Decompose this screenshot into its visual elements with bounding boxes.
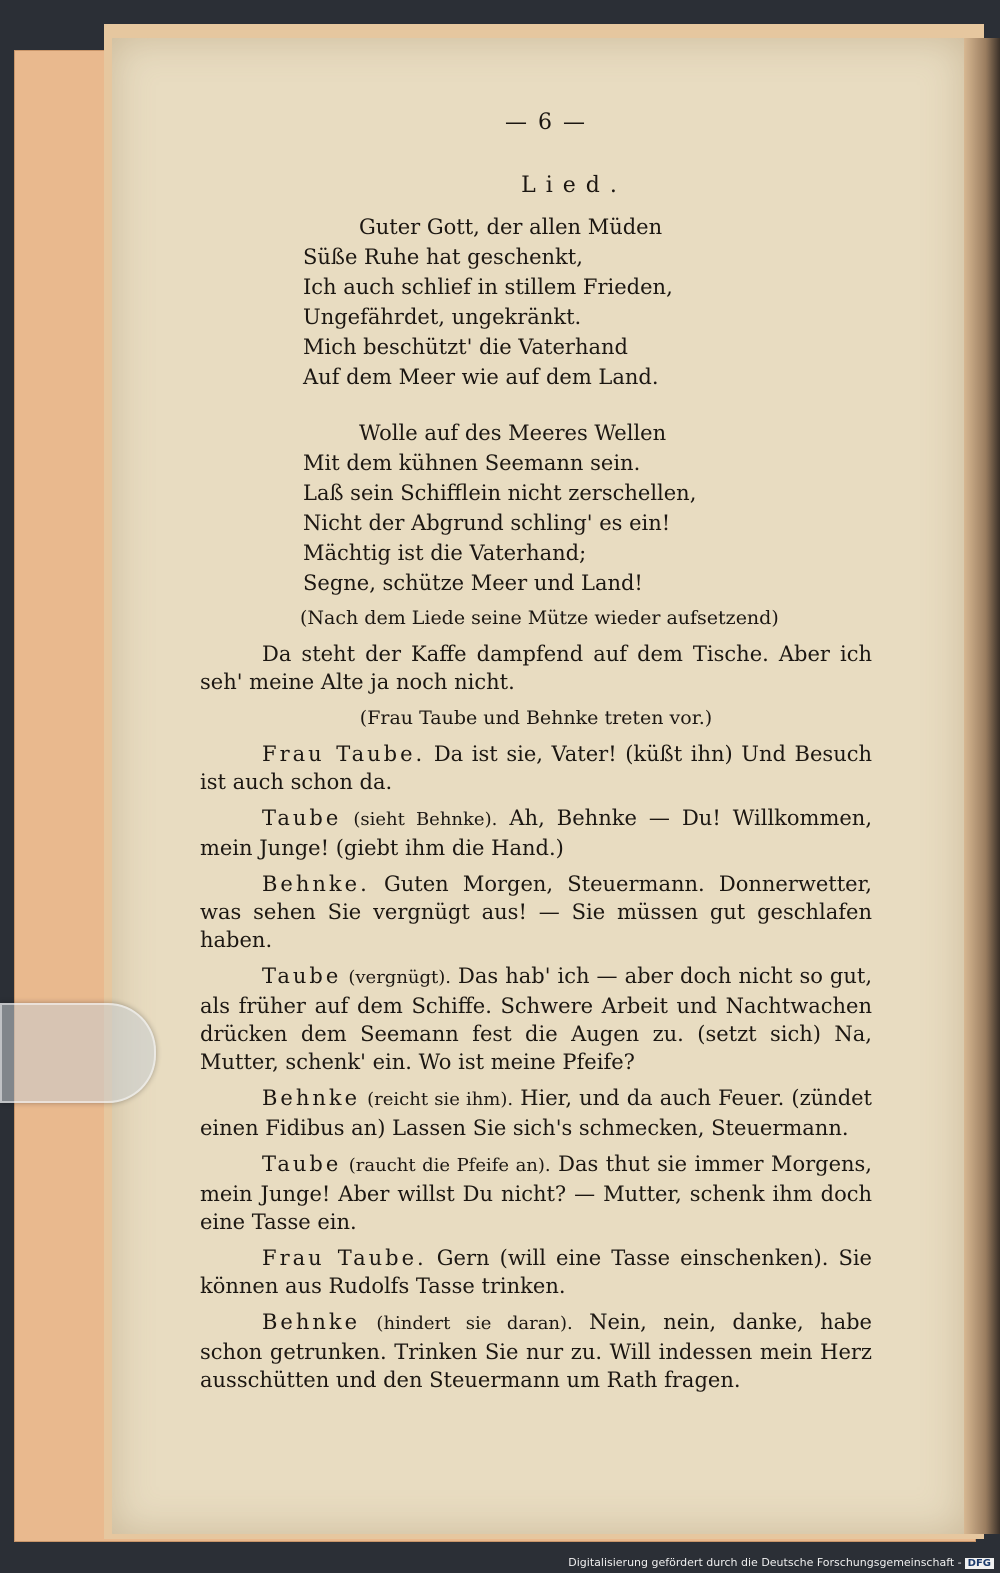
scan-clip: [0, 1003, 156, 1103]
book-edge: [964, 38, 1000, 1534]
stage-direction: (Frau Taube und Behnke treten vor.): [359, 707, 713, 729]
stanza-1: [200, 212, 872, 392]
speaker-name: Behnke: [262, 1310, 361, 1334]
dialogue-line: [200, 1244, 872, 1300]
paragraph: Da steht der Kaffe dampfend auf dem Tische. Aber ich seh' meine Alte ja noch nicht.: [200, 642, 872, 694]
dialogue-line: [200, 1084, 872, 1142]
digitization-footer: [568, 1556, 994, 1569]
page-content: [200, 110, 872, 1394]
stage-direction-inline: (reicht sie ihm).: [367, 1089, 514, 1110]
verse-line: Wolle auf des Meeres Wellen: [359, 421, 667, 445]
dialogue-text: Ah, Behnke — Du! Willkommen, mein Junge! (giebt ihm die Hand.): [200, 806, 872, 860]
verse-line: Ungefährdet, ungekränkt.: [303, 305, 582, 329]
stage-direction-inline: (hindert sie daran).: [376, 1313, 573, 1334]
verse-line: Mich beschützt' die Vaterhand: [303, 335, 628, 359]
speaker-name: Taube: [262, 964, 342, 988]
dialogue-line: [200, 1150, 872, 1236]
verse-line: Auf dem Meer wie auf dem Land.: [303, 365, 659, 389]
speaker-name: Frau Taube.: [262, 742, 426, 766]
dialogue-line: [200, 804, 872, 862]
dialogue-line: [200, 1308, 872, 1394]
verse-line: Nicht der Abgrund schling' es ein!: [303, 511, 671, 535]
dfg-logo: DFG: [965, 1558, 994, 1569]
speaker-name: Taube: [262, 806, 342, 830]
verse-line: Laß sein Schifflein nicht zerschellen,: [303, 481, 697, 505]
verse-line: Segne, schütze Meer und Land!: [303, 571, 643, 595]
dialogue-line: [200, 870, 872, 954]
dialogue-text: Da ist sie, Vater! (küßt ihn) Und Besuch ist auch schon da.: [200, 742, 873, 794]
stanza-2: [200, 418, 872, 598]
page-number: — 6 —: [505, 110, 587, 135]
stage-direction-inline: (sieht Behnke).: [353, 809, 498, 830]
stage-direction-inline: (raucht die Pfeife an).: [348, 1155, 551, 1176]
dialogue-text: Hier, und da auch Feuer. (zündet einen Fidibus an) Lassen Sie sich's schmecken, Steuermann.: [200, 1086, 873, 1140]
footer-text: Digitalisierung gefördert durch die Deutsche Forschungsgemeinschaft -: [568, 1556, 962, 1569]
stage-direction: (Nach dem Liede seine Mütze wieder aufsetzend): [300, 607, 779, 629]
verse-line: Ich auch schlief in stillem Frieden,: [303, 275, 673, 299]
dialogue-text: Das hab' ich — aber doch nicht so gut, als früher auf dem Schiffe. Schwere Arbeit und Nachtwachen drücken dem Seemann fest die Augen zu. (setzt sich) Na, Mutter, schenk' ein. Wo ist meine Pfeife?: [200, 964, 872, 1074]
stage-direction-inline: (vergnügt).: [348, 967, 451, 988]
verse-line: Mächtig ist die Vaterhand;: [303, 541, 587, 565]
dialogue-text: Das thut sie immer Morgens, mein Junge! Aber willst Du nicht? — Mutter, schenk ihm doch eine Tasse ein.: [200, 1152, 872, 1234]
speaker-name: Behnke: [262, 1086, 361, 1110]
verse-line: Süße Ruhe hat geschenkt,: [303, 245, 583, 269]
song-title: Lied.: [521, 173, 627, 198]
dialogue-line: [200, 962, 872, 1076]
dialogue-text: Guten Morgen, Steuermann. Donnerwetter, was sehen Sie vergnügt aus! — Sie müssen gut geschlafen haben.: [200, 872, 872, 952]
dialogue-text: Nein, nein, danke, habe schon getrunken. Trinken Sie nur zu. Will indessen mein Herz ausschütten und den Steuermann um Rath fragen.: [200, 1310, 872, 1392]
speaker-name: Frau Taube.: [262, 1246, 427, 1270]
speaker-name: Behnke.: [262, 872, 370, 896]
verse-line: Mit dem kühnen Seemann sein.: [303, 451, 641, 475]
dialogue-line: [200, 740, 872, 796]
dialogue-text: Gern (will eine Tasse einschenken). Sie können aus Rudolfs Tasse trinken.: [200, 1246, 872, 1298]
verse-line: Guter Gott, der allen Müden: [359, 215, 663, 239]
speaker-name: Taube: [262, 1152, 342, 1176]
